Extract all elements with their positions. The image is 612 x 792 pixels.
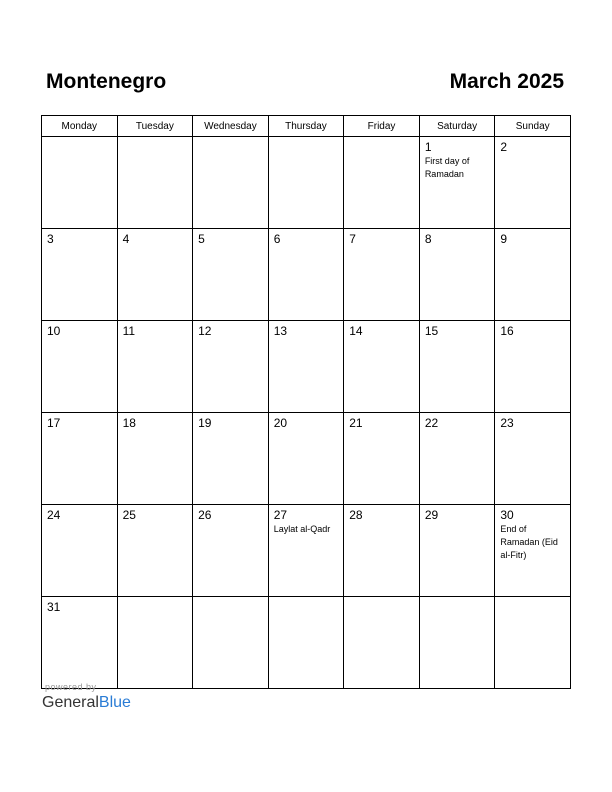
brand-blue: Blue <box>98 694 131 711</box>
day-number: 13 <box>273 324 288 338</box>
day-number: 3 <box>47 232 54 246</box>
weekday-header: Wednesday <box>193 116 269 137</box>
day-number: 25 <box>122 508 136 522</box>
day-cell <box>495 321 571 413</box>
week-row <box>42 597 571 689</box>
day-number: 5 <box>198 232 205 246</box>
day-cell <box>268 321 344 413</box>
day-number: 11 <box>122 324 136 338</box>
day-cell <box>495 597 571 689</box>
day-number: 14 <box>349 324 363 338</box>
weekday-header: Saturday <box>419 116 495 137</box>
day-number: 17 <box>47 416 61 430</box>
day-cell <box>42 321 118 413</box>
day-cell <box>419 229 495 321</box>
day-cell <box>117 229 193 321</box>
calendar-grid <box>41 115 571 689</box>
day-number: 27 <box>273 508 288 522</box>
day-number: 28 <box>349 508 363 522</box>
day-cell <box>495 137 571 229</box>
day-cell <box>344 597 420 689</box>
day-cell <box>117 597 193 689</box>
day-number: 8 <box>424 232 432 246</box>
day-cell <box>268 229 344 321</box>
holiday-label: End of Ramadan (Eid al-Fitr) <box>500 524 558 560</box>
day-cell <box>117 505 193 597</box>
day-number: 7 <box>349 232 356 246</box>
day-number: 22 <box>424 416 439 430</box>
day-cell <box>268 505 344 597</box>
powered-by-text: powered by <box>45 682 97 692</box>
day-cell <box>42 505 118 597</box>
weekday-header-row <box>42 116 571 137</box>
day-cell <box>344 229 420 321</box>
week-row <box>42 229 571 321</box>
day-cell <box>344 505 420 597</box>
day-cell <box>268 597 344 689</box>
day-number: 24 <box>47 508 61 522</box>
day-cell <box>193 137 269 229</box>
weekday-header: Monday <box>42 116 118 137</box>
day-cell <box>344 321 420 413</box>
week-row <box>42 321 571 413</box>
day-number: 30 <box>500 508 514 522</box>
day-cell <box>495 505 571 597</box>
day-number: 15 <box>424 324 439 338</box>
day-number: 12 <box>198 324 212 338</box>
day-number: 23 <box>500 416 514 430</box>
day-cell <box>117 321 193 413</box>
day-cell <box>419 597 495 689</box>
day-cell <box>117 413 193 505</box>
day-cell <box>42 137 118 229</box>
day-cell <box>495 413 571 505</box>
holiday-label: Laylat al-Qadr <box>273 524 331 534</box>
brand-general: General <box>42 694 99 711</box>
day-number: 21 <box>349 416 363 430</box>
generalblue-logo[interactable] <box>42 694 131 712</box>
day-cell <box>419 137 495 229</box>
day-number: 20 <box>273 416 288 430</box>
weekday-header: Friday <box>344 116 420 137</box>
day-cell <box>117 137 193 229</box>
day-cell <box>42 597 118 689</box>
day-cell <box>193 505 269 597</box>
day-cell <box>42 413 118 505</box>
day-number: 2 <box>500 140 508 154</box>
country-title: Montenegro <box>46 70 167 93</box>
holiday-label: First day of Ramadan <box>424 156 470 179</box>
day-cell <box>419 505 495 597</box>
day-cell <box>42 229 118 321</box>
day-number: 29 <box>424 508 439 522</box>
day-cell <box>193 229 269 321</box>
weekday-header: Thursday <box>268 116 344 137</box>
day-number: 19 <box>198 416 212 430</box>
week-row <box>42 413 571 505</box>
day-number: 18 <box>122 416 136 430</box>
day-cell <box>193 597 269 689</box>
weekday-header: Sunday <box>495 116 571 137</box>
day-number: 31 <box>47 600 61 614</box>
week-row <box>42 137 571 229</box>
day-number: 4 <box>122 232 130 246</box>
day-number: 10 <box>47 324 61 338</box>
day-cell <box>268 137 344 229</box>
day-cell <box>344 413 420 505</box>
day-cell <box>344 137 420 229</box>
day-number: 6 <box>273 232 281 246</box>
weekday-header: Tuesday <box>117 116 193 137</box>
month-title: March 2025 <box>449 70 564 93</box>
day-number: 1 <box>424 140 432 154</box>
day-cell <box>419 321 495 413</box>
day-cell <box>193 413 269 505</box>
day-number: 16 <box>500 324 514 338</box>
day-cell <box>193 321 269 413</box>
day-cell <box>268 413 344 505</box>
day-cell <box>495 229 571 321</box>
day-cell <box>419 413 495 505</box>
day-number: 26 <box>198 508 212 522</box>
week-row <box>42 505 571 597</box>
day-number: 9 <box>500 232 508 246</box>
